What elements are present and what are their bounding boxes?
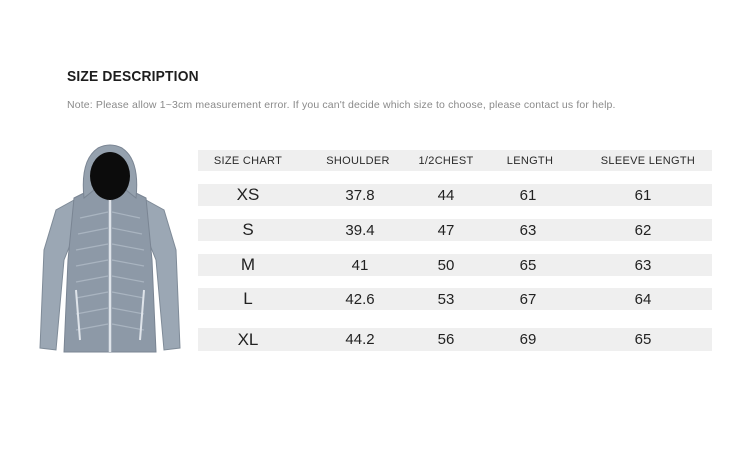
header-size-chart: SIZE CHART [213, 154, 283, 167]
size-cell: XL [237, 329, 259, 349]
table-row [198, 288, 712, 310]
sleeve-length-cell: 64 [634, 290, 652, 308]
shoulder-cell: 39.4 [345, 221, 375, 239]
header-length: LENGTH [506, 154, 554, 167]
header-sleeve-length: SLEEVE LENGTH [600, 154, 696, 167]
sleeve-length-cell: 61 [634, 186, 652, 204]
chest-cell: 44 [437, 186, 455, 204]
table-row [198, 254, 712, 276]
table-row [198, 219, 712, 241]
shoulder-cell: 44.2 [345, 331, 375, 348]
sleeve-length-cell: 65 [634, 331, 652, 348]
length-cell: 63 [519, 221, 537, 239]
table-row [198, 184, 712, 206]
chest-cell: 56 [437, 331, 455, 348]
size-cell: L [243, 289, 253, 308]
shoulder-cell: 42.6 [345, 290, 375, 308]
header-shoulder: SHOULDER [326, 154, 390, 167]
sleeve-length-cell: 63 [634, 256, 652, 274]
sleeve-length-cell: 62 [634, 221, 652, 239]
table-header-row [198, 150, 712, 171]
length-cell: 65 [519, 256, 537, 274]
chest-cell: 53 [437, 290, 455, 308]
measurement-note: Note: Please allow 1~3cm measurement error. If you can't decide which size to choose, please contact us for help. [67, 99, 616, 111]
chest-cell: 50 [437, 256, 455, 274]
jacket-product-image [36, 140, 184, 356]
length-cell: 69 [519, 331, 537, 348]
size-cell: S [242, 220, 254, 239]
page-title: SIZE DESCRIPTION [67, 68, 199, 85]
shoulder-cell: 37.8 [345, 186, 375, 204]
shoulder-cell: 41 [351, 256, 369, 274]
length-cell: 61 [519, 186, 537, 204]
chest-cell: 47 [437, 221, 455, 239]
size-cell: M [240, 255, 256, 274]
size-cell: XS [236, 185, 260, 204]
header-half-chest: 1/2CHEST [418, 154, 474, 167]
length-cell: 67 [519, 290, 537, 308]
table-row [198, 328, 712, 351]
